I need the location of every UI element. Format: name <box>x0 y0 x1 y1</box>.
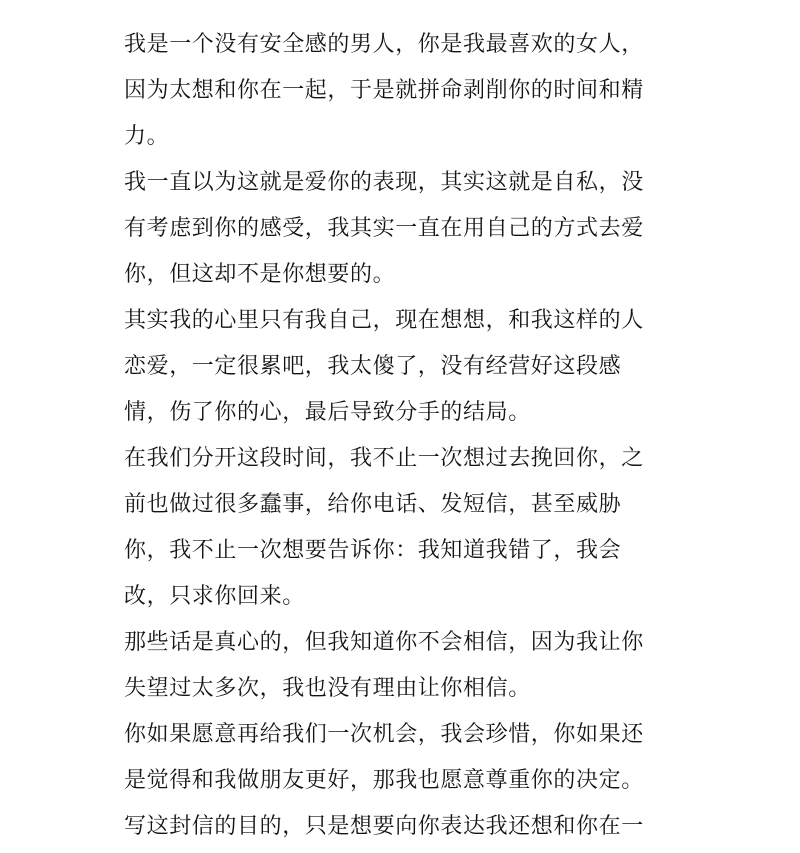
paragraph-6 <box>124 712 664 804</box>
paragraph-7 <box>124 804 664 850</box>
text-line: 有考虑到你的感受，我其实一直在用自己的方式去爱 <box>124 216 644 241</box>
text-line: 那些话是真心的，但我知道你不会相信，因为我让你 <box>124 630 644 655</box>
text-line: 你如果愿意再给我们一次机会，我会珍惜，你如果还 <box>124 722 644 747</box>
text-line: 情，伤了你的心，最后导致分手的结局。 <box>124 400 531 425</box>
text-line: 力。 <box>124 124 170 149</box>
text-line: 恋爱，一定很累吧，我太傻了，没有经营好这段感 <box>124 354 622 379</box>
text-line: 写这封信的目的，只是想要向你表达我还想和你在一 <box>124 814 644 839</box>
text-line: 失望过太多次，我也没有理由让你相信。 <box>124 676 531 701</box>
paragraph-4 <box>124 436 664 620</box>
paragraph-1 <box>124 22 664 160</box>
text-line: 前也做过很多蠢事，给你电话、发短信，甚至威胁 <box>124 492 622 517</box>
text-line: 我一直以为这就是爱你的表现，其实这就是自私，没 <box>124 170 644 195</box>
text-line: 因为太想和你在一起，于是就拼命剥削你的时间和精 <box>124 78 644 103</box>
text-line: 是觉得和我做朋友更好，那我也愿意尊重你的决定。 <box>124 768 644 793</box>
paragraph-2 <box>124 160 664 298</box>
paragraph-3 <box>124 298 664 436</box>
text-line: 你，我不止一次想要告诉你：我知道我错了，我会 <box>124 538 622 563</box>
text-line: 改，只求你回来。 <box>124 584 305 609</box>
text-line: 其实我的心里只有我自己，现在想想，和我这样的人 <box>124 308 644 333</box>
text-line: 你，但这却不是你想要的。 <box>124 262 396 287</box>
letter-body <box>124 22 664 850</box>
text-line: 在我们分开这段时间，我不止一次想过去挽回你，之 <box>124 446 644 471</box>
text-line: 我是一个没有安全感的男人，你是我最喜欢的女人， <box>124 32 644 57</box>
paragraph-5 <box>124 620 664 712</box>
